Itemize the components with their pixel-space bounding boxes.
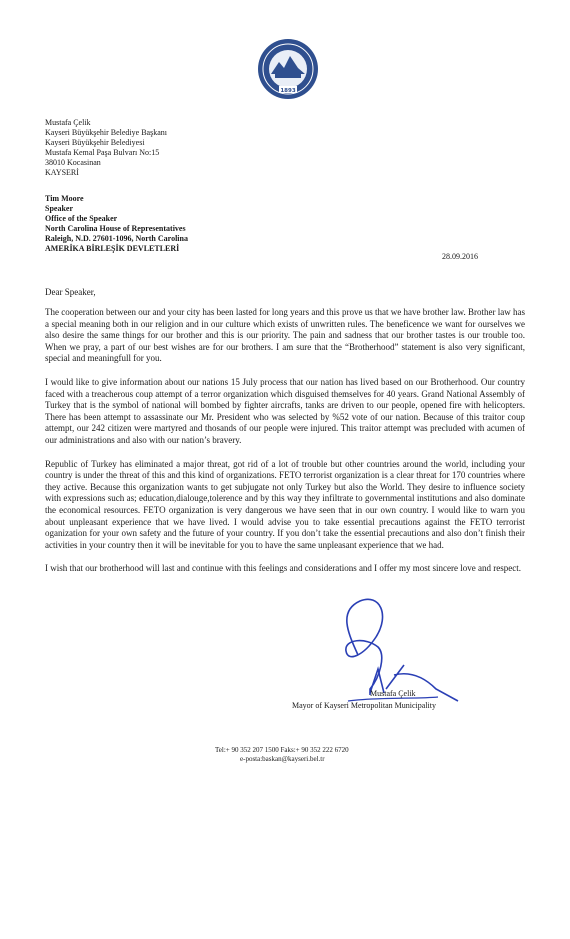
sender-line: Mustafa Kemal Paşa Bulvarı No:15 [45,148,160,157]
recipient-line: Raleigh, N.D. 27601-1096, North Carolina [45,234,188,243]
body-paragraph: The cooperation between our and your city has been lasted for long years and this prove us that we have brother law. Brother law has a special meaning both in our religion and in our culture which exists of unwritten rules. The beneficence we want for ourselves we also desire the same things for our brother and this is our priority. The pain and sadness that our brother tastes is our trouble too. When we pray, a part of our best wishes are for our brothers. I am sure that the “Brotherhood” statement is also very significant, special and meaningfull for you. [45,307,525,364]
recipient-address [45,194,188,254]
body-paragraph: Republic of Turkey has eliminated a major threat, got rid of a lot of trouble but other countries around the world, including your country is under the threat of this and this kind of organizations. FETO terrorist organization is a clear threat for 170 countries where they active. Because this organization wants to get subjugate not only Turkey but also the World. They desire to influence society with expressions such as; education,dialouge,tolerence and by this way they infiltrate to governmental institutions and also dominate the economical resources. FETO organization is very dangerous we have seen that in our own country. I would like to warn you about unpleasant experience that we have lived. I would advise you to take essential precautions against the FETO terrorist oganization for your own safety and the future of your country. If you don’t take the essential precautions and also don’t finish their activities in your country then it will be inevitable for you to have the same unpleasant experience that we had. [45,458,525,550]
recipient-line: Tim Moore [45,194,84,203]
signatory-name: Mustafa Çelik [370,689,416,698]
sender-line: Mustafa Çelik [45,118,91,127]
sender-line: Kayseri Büyükşehir Belediyesi [45,138,145,147]
body-paragraph: I would like to give information about our nations 15 July process that our nation has lived based on our Brotherhood. Our country faced with a treacherous coup attempt of a terror organization which disguised themselves for 40 years. Grand National Assembly of Turkey that is the symbol of national will bombed by fighter aircrafts, tanks are driven to our people, opened fire with helicopters. There has been attempt to assassinate our Mr. President who was selected by %52 vote of our nation. Because of this traitor coup attempt, our 242 citizen were martyred and thosands of our people were injured. This traitor attempt was precluded with acumen of our administrations and also with our nation’s bravery. [45,376,525,445]
municipality-seal-logo [257,38,319,100]
letter-body [45,307,525,587]
sender-line: KAYSERİ [45,168,79,177]
recipient-line: AMERİKA BİRLEŞİK DEVLETLERİ [45,244,180,253]
sender-address [45,118,167,178]
sender-line: Kayseri Büyükşehir Belediye Başkanı [45,128,167,137]
contact-phone-fax: Tel:+ 90 352 207 1500 Faks:+ 90 352 222 6720 [215,746,349,754]
letter-date: 28.09.2016 [442,252,478,261]
recipient-line: Office of the Speaker [45,214,118,223]
body-paragraph: I wish that our brotherhood will last and continue with this feelings and considerations and I offer my most sincere love and respect. [45,563,521,574]
seal-year: 1893 [280,88,296,94]
sender-line: 38010 Kocasinan [45,158,101,167]
contact-info [215,746,349,764]
contact-email: e-posta:baskan@kayseri.bel.tr [240,755,325,763]
salutation: Dear Speaker, [45,287,96,297]
recipient-line: Speaker [45,204,73,213]
recipient-line: North Carolina House of Representatives [45,224,186,233]
signatory-title: Mayor of Kayseri Metropolitan Municipality [292,701,436,710]
